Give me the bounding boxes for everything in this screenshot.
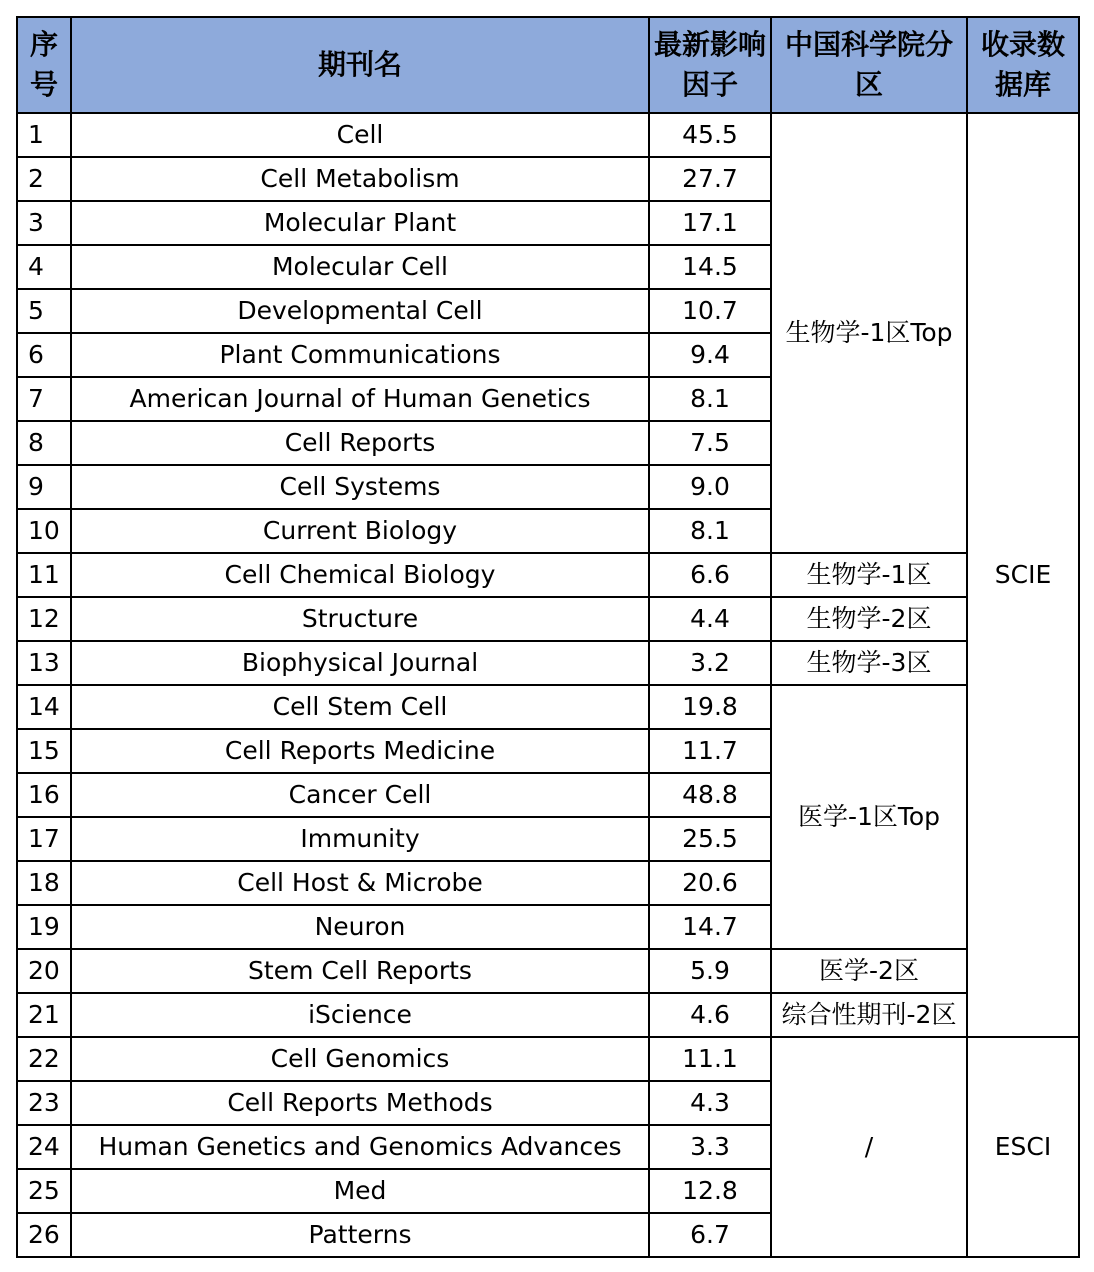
header-cas-zone: 中国科学院分区 bbox=[771, 17, 967, 113]
zone-cell: 综合性期刊-2区 bbox=[771, 993, 967, 1037]
journal-name: Cell Reports Medicine bbox=[71, 729, 649, 773]
impact-factor: 9.0 bbox=[649, 465, 771, 509]
journal-name: Cell Reports bbox=[71, 421, 649, 465]
impact-factor: 27.7 bbox=[649, 157, 771, 201]
impact-factor: 14.5 bbox=[649, 245, 771, 289]
journal-name: Developmental Cell bbox=[71, 289, 649, 333]
impact-factor: 3.2 bbox=[649, 641, 771, 685]
impact-factor: 11.1 bbox=[649, 1037, 771, 1081]
journal-name: iScience bbox=[71, 993, 649, 1037]
journal-name: Cell Systems bbox=[71, 465, 649, 509]
journal-name: American Journal of Human Genetics bbox=[71, 377, 649, 421]
impact-factor: 12.8 bbox=[649, 1169, 771, 1213]
impact-factor: 20.6 bbox=[649, 861, 771, 905]
row-index: 6 bbox=[17, 333, 71, 377]
row-index: 7 bbox=[17, 377, 71, 421]
impact-factor: 48.8 bbox=[649, 773, 771, 817]
journal-table bbox=[16, 16, 1080, 1258]
header-impact-factor: 最新影响因子 bbox=[649, 17, 771, 113]
header-index: 序号 bbox=[17, 17, 71, 113]
journal-name: Cell bbox=[71, 113, 649, 157]
zone-cell: / bbox=[771, 1037, 967, 1257]
row-index: 8 bbox=[17, 421, 71, 465]
journal-name: Patterns bbox=[71, 1213, 649, 1257]
zone-cell: 生物学-1区Top bbox=[771, 113, 967, 553]
impact-factor: 4.4 bbox=[649, 597, 771, 641]
journal-name: Immunity bbox=[71, 817, 649, 861]
journal-name: Structure bbox=[71, 597, 649, 641]
row-index: 11 bbox=[17, 553, 71, 597]
row-index: 12 bbox=[17, 597, 71, 641]
row-index: 25 bbox=[17, 1169, 71, 1213]
row-index: 26 bbox=[17, 1213, 71, 1257]
journal-name: Cell Metabolism bbox=[71, 157, 649, 201]
impact-factor: 17.1 bbox=[649, 201, 771, 245]
impact-factor: 11.7 bbox=[649, 729, 771, 773]
row-index: 13 bbox=[17, 641, 71, 685]
journal-name: Cell Reports Methods bbox=[71, 1081, 649, 1125]
table-row bbox=[17, 685, 1079, 729]
row-index: 5 bbox=[17, 289, 71, 333]
header-database: 收录数据库 bbox=[967, 17, 1079, 113]
row-index: 14 bbox=[17, 685, 71, 729]
zone-cell: 医学-2区 bbox=[771, 949, 967, 993]
journal-name: Molecular Plant bbox=[71, 201, 649, 245]
journal-name: Cell Chemical Biology bbox=[71, 553, 649, 597]
database-cell: SCIE bbox=[967, 113, 1079, 1037]
table-row bbox=[17, 113, 1079, 157]
zone-cell: 生物学-2区 bbox=[771, 597, 967, 641]
impact-factor: 8.1 bbox=[649, 509, 771, 553]
impact-factor: 8.1 bbox=[649, 377, 771, 421]
journal-name: Biophysical Journal bbox=[71, 641, 649, 685]
table-row bbox=[17, 1037, 1079, 1081]
row-index: 10 bbox=[17, 509, 71, 553]
row-index: 23 bbox=[17, 1081, 71, 1125]
header-row bbox=[17, 17, 1079, 113]
zone-cell: 生物学-3区 bbox=[771, 641, 967, 685]
journal-name: Neuron bbox=[71, 905, 649, 949]
journal-name: Cancer Cell bbox=[71, 773, 649, 817]
impact-factor: 6.6 bbox=[649, 553, 771, 597]
row-index: 19 bbox=[17, 905, 71, 949]
database-cell: ESCI bbox=[967, 1037, 1079, 1257]
impact-factor: 14.7 bbox=[649, 905, 771, 949]
zone-cell: 生物学-1区 bbox=[771, 553, 967, 597]
impact-factor: 25.5 bbox=[649, 817, 771, 861]
row-index: 20 bbox=[17, 949, 71, 993]
table-row bbox=[17, 553, 1079, 597]
row-index: 15 bbox=[17, 729, 71, 773]
journal-name: Molecular Cell bbox=[71, 245, 649, 289]
journal-name: Human Genetics and Genomics Advances bbox=[71, 1125, 649, 1169]
row-index: 2 bbox=[17, 157, 71, 201]
journal-name: Cell Stem Cell bbox=[71, 685, 649, 729]
table-row bbox=[17, 949, 1079, 993]
impact-factor: 4.6 bbox=[649, 993, 771, 1037]
impact-factor: 9.4 bbox=[649, 333, 771, 377]
table-row bbox=[17, 993, 1079, 1037]
table-row bbox=[17, 641, 1079, 685]
row-index: 17 bbox=[17, 817, 71, 861]
row-index: 3 bbox=[17, 201, 71, 245]
header-name: 期刊名 bbox=[71, 17, 649, 113]
journal-name: Cell Host & Microbe bbox=[71, 861, 649, 905]
row-index: 9 bbox=[17, 465, 71, 509]
row-index: 18 bbox=[17, 861, 71, 905]
journal-name: Stem Cell Reports bbox=[71, 949, 649, 993]
journal-name: Current Biology bbox=[71, 509, 649, 553]
row-index: 1 bbox=[17, 113, 71, 157]
journal-name: Med bbox=[71, 1169, 649, 1213]
row-index: 16 bbox=[17, 773, 71, 817]
impact-factor: 4.3 bbox=[649, 1081, 771, 1125]
journal-name: Cell Genomics bbox=[71, 1037, 649, 1081]
row-index: 22 bbox=[17, 1037, 71, 1081]
journal-name: Plant Communications bbox=[71, 333, 649, 377]
impact-factor: 6.7 bbox=[649, 1213, 771, 1257]
zone-cell: 医学-1区Top bbox=[771, 685, 967, 949]
row-index: 4 bbox=[17, 245, 71, 289]
impact-factor: 5.9 bbox=[649, 949, 771, 993]
impact-factor: 3.3 bbox=[649, 1125, 771, 1169]
table-row bbox=[17, 597, 1079, 641]
row-index: 24 bbox=[17, 1125, 71, 1169]
impact-factor: 19.8 bbox=[649, 685, 771, 729]
impact-factor: 10.7 bbox=[649, 289, 771, 333]
row-index: 21 bbox=[17, 993, 71, 1037]
impact-factor: 7.5 bbox=[649, 421, 771, 465]
impact-factor: 45.5 bbox=[649, 113, 771, 157]
